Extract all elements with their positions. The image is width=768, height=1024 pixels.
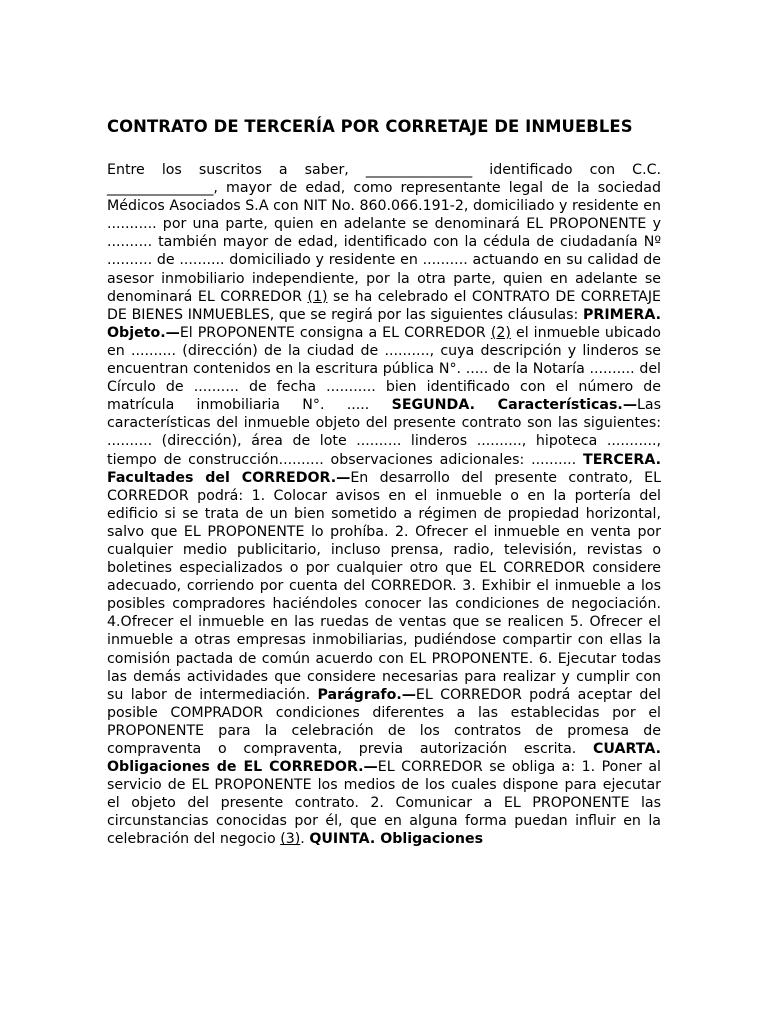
text-segment: EL CORREDOR se obliga a: 1. Poner al servicio de EL PROPONENTE los medios de los cuales dispone para ejecutar el objeto del presente contrato. 2. Comunicar a EL PROPONENTE las circunstancias conocidas por él, que en alguna forma puedan influir en la celebración del negocio — [107, 759, 661, 848]
text-segment: el inmueble ubicado en .......... (dirección) de la ciudad de .........., cuya descripción y linderos se encuentran contenidos en la escritura pública N°. ..... de la Notaría .......... del Círculo de .......... de fecha ........... bien identificado con el número de matrícula inmobiliaria N°. ..... — [107, 324, 661, 414]
clause-heading: CUARTA. Obligaciones de EL CORREDOR.— — [107, 741, 661, 776]
clause-heading: TERCERA. Facultades del CORREDOR.— — [107, 451, 661, 486]
clause-heading: Parágrafo.— — [317, 686, 416, 703]
text-segment: . — [300, 831, 310, 848]
clause-heading: SEGUNDA. Características.— — [391, 397, 638, 414]
text-segment: El PROPONENTE consigna a EL CORREDOR — [179, 324, 491, 341]
document-title: CONTRATO DE TERCERÍA POR CORRETAJE DE INMUEBLES — [107, 117, 633, 136]
text-segment: se ha celebrado el CONTRATO DE CORRETAJE DE BIENES INMUEBLES, que se regirá por las siguientes cláusulas: — [107, 288, 661, 323]
footnote-ref: (1) — [307, 288, 328, 305]
text-segment: Entre los suscritos a saber, _______________ identificado con C.C. _______________, mayor de edad, como representante legal de la sociedad Médicos Asociados S.A con NIT No. 860.066.191-2, domiciliado y residente en ........... por una parte, quien en adelante se denominará EL PROPONENTE y .......... también mayor de edad, identificado con la cédula de ciudadanía Nº .......... de .......... domiciliado y residente en .......... actuando en su calidad de asesor inmobiliario independiente, por la otra parte, quien en adelante se denominará EL CORREDOR — [107, 162, 661, 305]
text-segment: En desarrollo del presente contrato, EL CORREDOR podrá: 1. Colocar avisos en el inmueble o en la portería del edificio si se trata de un bien sometido a régimen de propiedad horizontal, salvo que EL PROPONENTE lo prohíba. 2. Ofrecer el inmueble en venta por cualquier medio publicitario, incluso prensa, radio, televisión, revistas o boletines especializados o por cualquier otro que EL CORREDOR considere adecuado, corriendo por cuenta del CORREDOR. 3. Exhibir el inmueble a los posibles compradores haciéndoles conocer las condiciones de negociación. 4.Ofrecer el inmueble en las ruedas de ventas que se realicen 5. Ofrecer el inmueble a otras empresas inmobiliarias, pudiéndose compartir con ellas la comisión pactada de común acuerdo con EL PROPONENTE. 6. Ejecutar todas las demás actividades que considere necesarias para realizar y cumplir con su labor de intermediación. — [107, 469, 661, 703]
clause-heading: QUINTA. Obligaciones — [309, 831, 484, 848]
footnote-ref: (2) — [490, 324, 511, 341]
text-segment: Las características del inmueble objeto del presente contrato son las siguientes: .......... (dirección), área de lote .......... linderos .........., hipoteca ..........., tiempo de construcción.......... observaciones adicionales: .......... — [107, 397, 662, 468]
clause-heading: PRIMERA. Objeto.— — [107, 306, 661, 341]
text-segment: EL CORREDOR podrá aceptar del posible COMPRADOR condiciones diferentes a las establecidas por el PROPONENTE para la celebración de los contratos de promesa de compraventa o compraventa, previa autorización escrita. — [107, 686, 661, 757]
contract-body — [107, 161, 661, 849]
document-page — [107, 116, 661, 849]
footnote-ref: (3) — [280, 831, 301, 848]
